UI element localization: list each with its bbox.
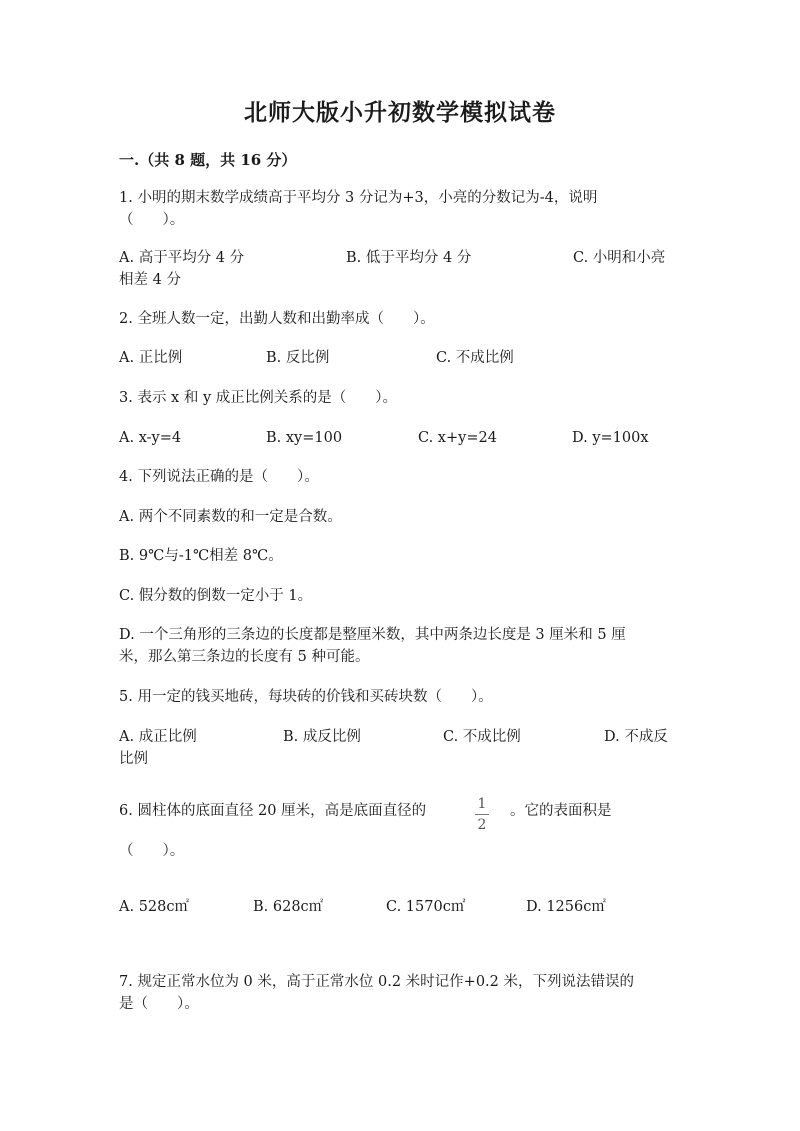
q2-option-c: C. 不成比例 (436, 350, 514, 366)
q7-stem-line2: 是（ ）。 (119, 996, 199, 1012)
q1-option-a: A. 高于平均分 4 分 (119, 250, 245, 266)
q3-option-a: A. x-y=4 (119, 430, 182, 446)
q6-option-c: C. 1570c㎡ (386, 899, 466, 915)
q1-option-c-cont: 相差 4 分 (119, 272, 181, 288)
q5-option-a: A. 成正比例 (119, 729, 197, 745)
q4-option-a: A. 两个不同素数的和一定是合数。 (119, 509, 342, 525)
q5-option-d: D. 不成反 (604, 729, 668, 745)
q5-stem: 5. 用一定的钱买地砖，每块砖的价钱和买砖块数（ ）。 (119, 689, 493, 705)
page-title: 北师大版小升初数学模拟试卷 (244, 99, 556, 126)
q3-stem: 3. 表示 x 和 y 成正比例关系的是（ ）。 (119, 390, 397, 406)
q6-stem-before: 6. 圆柱体的底面直径 20 厘米，高是底面直径的 (119, 803, 427, 819)
q6-stem-line2: （ ）。 (119, 843, 185, 859)
q5-option-d-cont: 比例 (119, 751, 148, 767)
section-heading: 一.（共 8 题，共 16 分） (119, 151, 297, 169)
q4-option-d-cont: 米，那么第三条边的长度有 5 种可能。 (119, 649, 370, 665)
q6-fraction-numerator: 1 (477, 796, 487, 812)
q3-option-b: B. xy=100 (266, 430, 343, 446)
q1-option-c: C. 小明和小亮 (573, 250, 666, 266)
q6-option-d: D. 1256c㎡ (526, 899, 606, 915)
q1-option-b: B. 低于平均分 4 分 (346, 250, 472, 266)
q3-option-d: D. y=100x (572, 430, 649, 446)
q6-fraction (473, 796, 491, 833)
q6-stem-after: 。它的表面积是 (510, 803, 612, 819)
q4-stem: 4. 下列说法正确的是（ ）。 (119, 469, 319, 485)
q6-option-b: B. 628c㎡ (253, 899, 324, 915)
q7-stem-line1: 7. 规定正常水位为 0 米，高于正常水位 0.2 米时记作+0.2 米，下列说法错误的 (119, 974, 634, 990)
q5-option-b: B. 成反比例 (283, 729, 361, 745)
q2-stem: 2. 全班人数一定，出勤人数和出勤率成（ ）。 (119, 311, 435, 327)
q6-fraction-bar (475, 814, 489, 815)
q5-option-c: C. 不成比例 (443, 729, 521, 745)
q6-option-a: A. 528c㎡ (119, 899, 189, 915)
q3-option-c: C. x+y=24 (418, 430, 497, 446)
q6-fraction-denominator: 2 (477, 817, 487, 833)
q4-option-c: C. 假分数的倒数一定小于 1。 (119, 588, 313, 604)
q1-stem-line2: （ ）。 (119, 212, 185, 228)
q1-stem-line1: 1. 小明的期末数学成绩高于平均分 3 分记为+3，小亮的分数记为-4，说明 (119, 190, 598, 206)
q2-option-b: B. 反比例 (266, 350, 330, 366)
q2-option-a: A. 正比例 (119, 350, 183, 366)
q4-option-b: B. 9℃与-1℃相差 8℃。 (119, 548, 283, 564)
q4-option-d: D. 一个三角形的三条边的长度都是整厘米数，其中两条边长度是 3 厘米和 5 厘 (119, 627, 626, 643)
